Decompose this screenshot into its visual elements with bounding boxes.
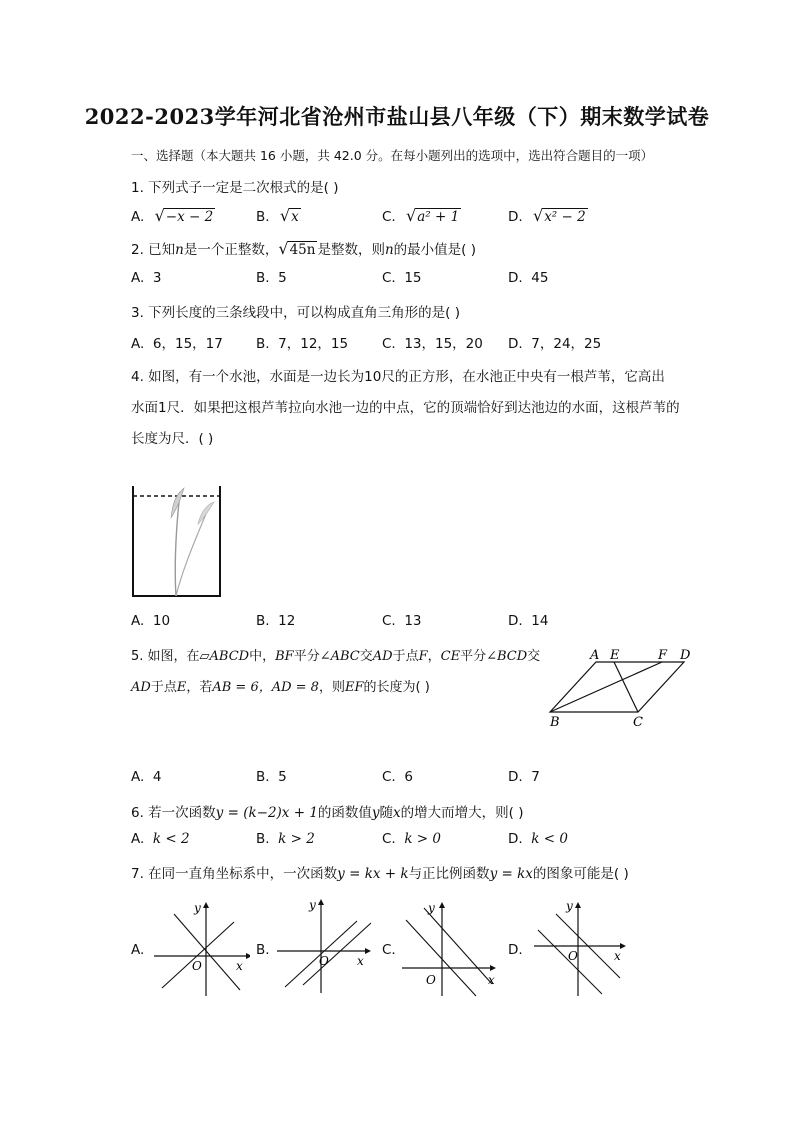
variable: n: [384, 242, 394, 258]
label-b: B: [550, 715, 560, 728]
stem-text: ，: [427, 649, 441, 664]
question-4-line-2: 水面1尺．如果把这根芦苇拉向水池一边的中点，它的顶端恰好到达池边的水面，这根芦苇的: [131, 400, 680, 416]
label-f: F: [658, 648, 668, 663]
option-label: B.: [256, 613, 270, 629]
stem-text: 于点: [150, 680, 177, 695]
q2-option-c[interactable]: [382, 270, 422, 286]
option-value: 14: [531, 613, 549, 629]
parallelogram-figure: [546, 642, 696, 728]
q1-option-d[interactable]: D. √x² − 2: [508, 206, 586, 225]
svg-text:y: y: [309, 898, 316, 912]
svg-text:y: y: [428, 901, 435, 915]
stem-text: 交: [359, 649, 373, 664]
option-value: 10: [152, 613, 171, 629]
math: ▱ABCD: [199, 649, 250, 664]
math: y = kx: [489, 866, 533, 882]
svg-text:O: O: [192, 959, 202, 973]
option-value: k > 2: [278, 831, 315, 847]
svg-text:x: x: [236, 959, 243, 973]
q4-option-a[interactable]: [131, 613, 170, 629]
stem-text: 的函数值: [317, 805, 372, 821]
option-value: 7: [531, 769, 540, 785]
svg-text:x: x: [357, 954, 364, 968]
option-label: D.: [508, 336, 523, 352]
option-label: A.: [131, 270, 145, 286]
variable: y: [371, 805, 380, 821]
q2-option-d[interactable]: [508, 270, 548, 286]
stem-text: 的最小值是( ): [393, 242, 476, 258]
stem-text: 2. 已知: [131, 242, 176, 258]
reed-leaf-2: [198, 502, 214, 524]
option-label: A.: [131, 769, 145, 785]
stem-text: 平分: [293, 649, 320, 664]
svg-text:O: O: [319, 954, 329, 968]
q4-option-b[interactable]: [256, 613, 295, 629]
q3-option-a[interactable]: [131, 332, 223, 352]
q7-option-a-label[interactable]: A.: [131, 942, 145, 958]
radicand: x² − 2: [544, 209, 586, 225]
label-e: E: [610, 648, 620, 663]
q6-option-b[interactable]: [256, 831, 315, 847]
option-value: 7，12，15: [278, 336, 349, 352]
option-label: C.: [382, 336, 396, 352]
math: E: [176, 680, 187, 695]
page-title: 2022-2023学年河北省沧州市盐山县八年级（下）期末数学试卷: [84, 104, 710, 129]
math: CE: [440, 649, 461, 664]
q1-option-c[interactable]: C. √a² + 1: [382, 206, 460, 225]
option-value: k < 0: [531, 831, 568, 847]
math: BF: [275, 649, 294, 664]
question-4-line-3: 长度为尺．( ): [131, 431, 214, 447]
q7-graph-b[interactable]: [273, 895, 373, 995]
q7-graph-d[interactable]: [530, 898, 630, 998]
segment-ce: [614, 662, 638, 712]
math: EF: [344, 680, 364, 695]
math: F: [418, 649, 428, 664]
math: AB = 6，AD = 8: [212, 680, 319, 695]
option-label: C.: [382, 209, 396, 225]
math: y = kx + k: [337, 866, 409, 882]
q1-option-b[interactable]: B. √x: [256, 206, 299, 225]
option-value: 5: [278, 769, 287, 785]
q5-option-b[interactable]: [256, 769, 287, 785]
q3-option-c[interactable]: [382, 332, 483, 352]
option-label: B.: [256, 831, 270, 847]
q7-graph-a[interactable]: [150, 898, 250, 998]
option-value: k < 2: [152, 831, 190, 847]
option-value: 45: [531, 270, 549, 286]
question-2-stem: 2. 已知n是一个正整数，√45n 是整数，则n的最小值是( ): [131, 239, 476, 258]
q2-option-a[interactable]: [131, 270, 161, 286]
radicand: −x − 2: [165, 209, 214, 225]
math: AD: [372, 649, 393, 664]
question-3-stem: 3. 下列长度的三条线段中，可以构成直角三角形的是( ): [131, 305, 460, 321]
math: ∠BCD: [486, 649, 528, 664]
svg-text:y: y: [194, 901, 201, 915]
question-1-stem: 1. 下列式子一定是二次根式的是( ): [131, 180, 339, 196]
label-c: C: [633, 715, 643, 728]
q6-option-a[interactable]: [131, 831, 190, 847]
stem-text: 的长度为( ): [363, 680, 430, 695]
option-value: 15: [404, 270, 422, 286]
q5-option-a[interactable]: [131, 769, 161, 785]
pond-reed-figure: [128, 484, 228, 600]
stem-text: 是一个正整数，: [183, 242, 279, 258]
math: y = (k−2)x + 1: [215, 805, 318, 821]
stem-text: 随: [379, 805, 394, 821]
svg-text:x: x: [614, 949, 621, 963]
option-label: D.: [508, 613, 523, 629]
stem-text: 是整数，则: [317, 242, 385, 258]
math: AD: [131, 680, 151, 695]
variable: x: [393, 805, 401, 821]
option-label: C.: [382, 769, 396, 785]
stem-text: 平分: [460, 649, 487, 664]
math: ∠ABC: [319, 649, 360, 664]
q7-option-b-label[interactable]: B.: [256, 942, 270, 958]
q5-option-c[interactable]: [382, 769, 413, 785]
option-value: 13，15，20: [404, 336, 483, 352]
question-5-line-1: [131, 645, 540, 664]
option-label: D.: [508, 831, 523, 847]
stem-text: 5. 如图，在: [131, 649, 200, 664]
stem-text: 6. 若一次函数: [131, 805, 216, 821]
option-label: C.: [382, 831, 396, 847]
variable: n: [175, 242, 184, 258]
svg-text:O: O: [568, 949, 578, 963]
q4-option-c[interactable]: [382, 613, 422, 629]
question-6-stem: [131, 801, 524, 821]
question-5-line-2: [131, 676, 430, 695]
option-value: 7，24，25: [531, 336, 602, 352]
radicand: x: [291, 209, 299, 225]
label-a: A: [590, 648, 600, 663]
stem-text: 的增大而增大，则( ): [400, 805, 524, 821]
option-value: 5: [278, 270, 287, 286]
stem-text: 中，: [249, 649, 276, 664]
section-heading: 一、选择题（本大题共 16 小题，共 42.0 分。在每小题列出的选项中，选出符合题目的一项）: [131, 148, 654, 163]
q7-option-d-label[interactable]: D.: [508, 942, 523, 958]
option-label: A.: [131, 209, 145, 225]
stem-text: ，若: [186, 680, 213, 695]
option-value: 3: [152, 270, 162, 286]
option-label: D.: [508, 270, 523, 286]
option-label: D.: [508, 769, 523, 785]
option-value: 13: [404, 613, 422, 629]
option-label: C.: [382, 270, 396, 286]
q3-option-d[interactable]: [508, 332, 601, 352]
option-label: D.: [508, 209, 523, 225]
q6-option-d[interactable]: [508, 831, 568, 847]
radicand: a² + 1: [417, 209, 460, 225]
svg-text:O: O: [426, 973, 436, 987]
option-value: k > 0: [404, 831, 441, 847]
q6-option-c[interactable]: [382, 831, 441, 847]
svg-text:y: y: [566, 899, 573, 913]
stem-text: 交: [527, 649, 541, 664]
line-2: [162, 922, 234, 988]
option-value: 6，15，17: [152, 336, 223, 352]
q5-option-d[interactable]: [508, 769, 540, 785]
q4-option-d[interactable]: [508, 613, 548, 629]
option-label: A.: [131, 613, 145, 629]
q2-option-b[interactable]: [256, 270, 287, 286]
stem-text: ，则: [318, 680, 345, 695]
stem-text: 7. 在同一直角坐标系中，一次函数: [131, 866, 338, 882]
question-4-line-1: 4. 如图，有一个水池，水面是一边长为10尺的正方形，在水池正中央有一根芦苇，它高出: [131, 369, 665, 385]
option-label: A.: [131, 336, 145, 352]
option-label: C.: [382, 613, 396, 629]
option-value: 12: [278, 613, 296, 629]
stem-text: 于点: [392, 649, 419, 664]
option-label: B.: [256, 336, 270, 352]
label-d: D: [680, 648, 691, 663]
option-value: 6: [404, 769, 413, 785]
q1-option-a[interactable]: A. √−x − 2: [131, 206, 214, 225]
question-7-stem: [131, 862, 629, 882]
radicand: 45n: [289, 242, 316, 258]
q7-option-c-label[interactable]: C.: [382, 942, 396, 958]
q7-graph-c[interactable]: [398, 898, 502, 998]
option-label: A.: [131, 831, 145, 847]
reed-tilted: [176, 504, 210, 596]
stem-text: 与正比例函数: [408, 866, 490, 882]
stem-text: 的图象可能是( ): [532, 866, 629, 882]
option-value: 4: [152, 769, 162, 785]
option-label: B.: [256, 209, 270, 225]
svg-text:x: x: [488, 973, 495, 987]
q3-option-b[interactable]: [256, 332, 348, 352]
option-label: B.: [256, 270, 270, 286]
option-label: B.: [256, 769, 270, 785]
